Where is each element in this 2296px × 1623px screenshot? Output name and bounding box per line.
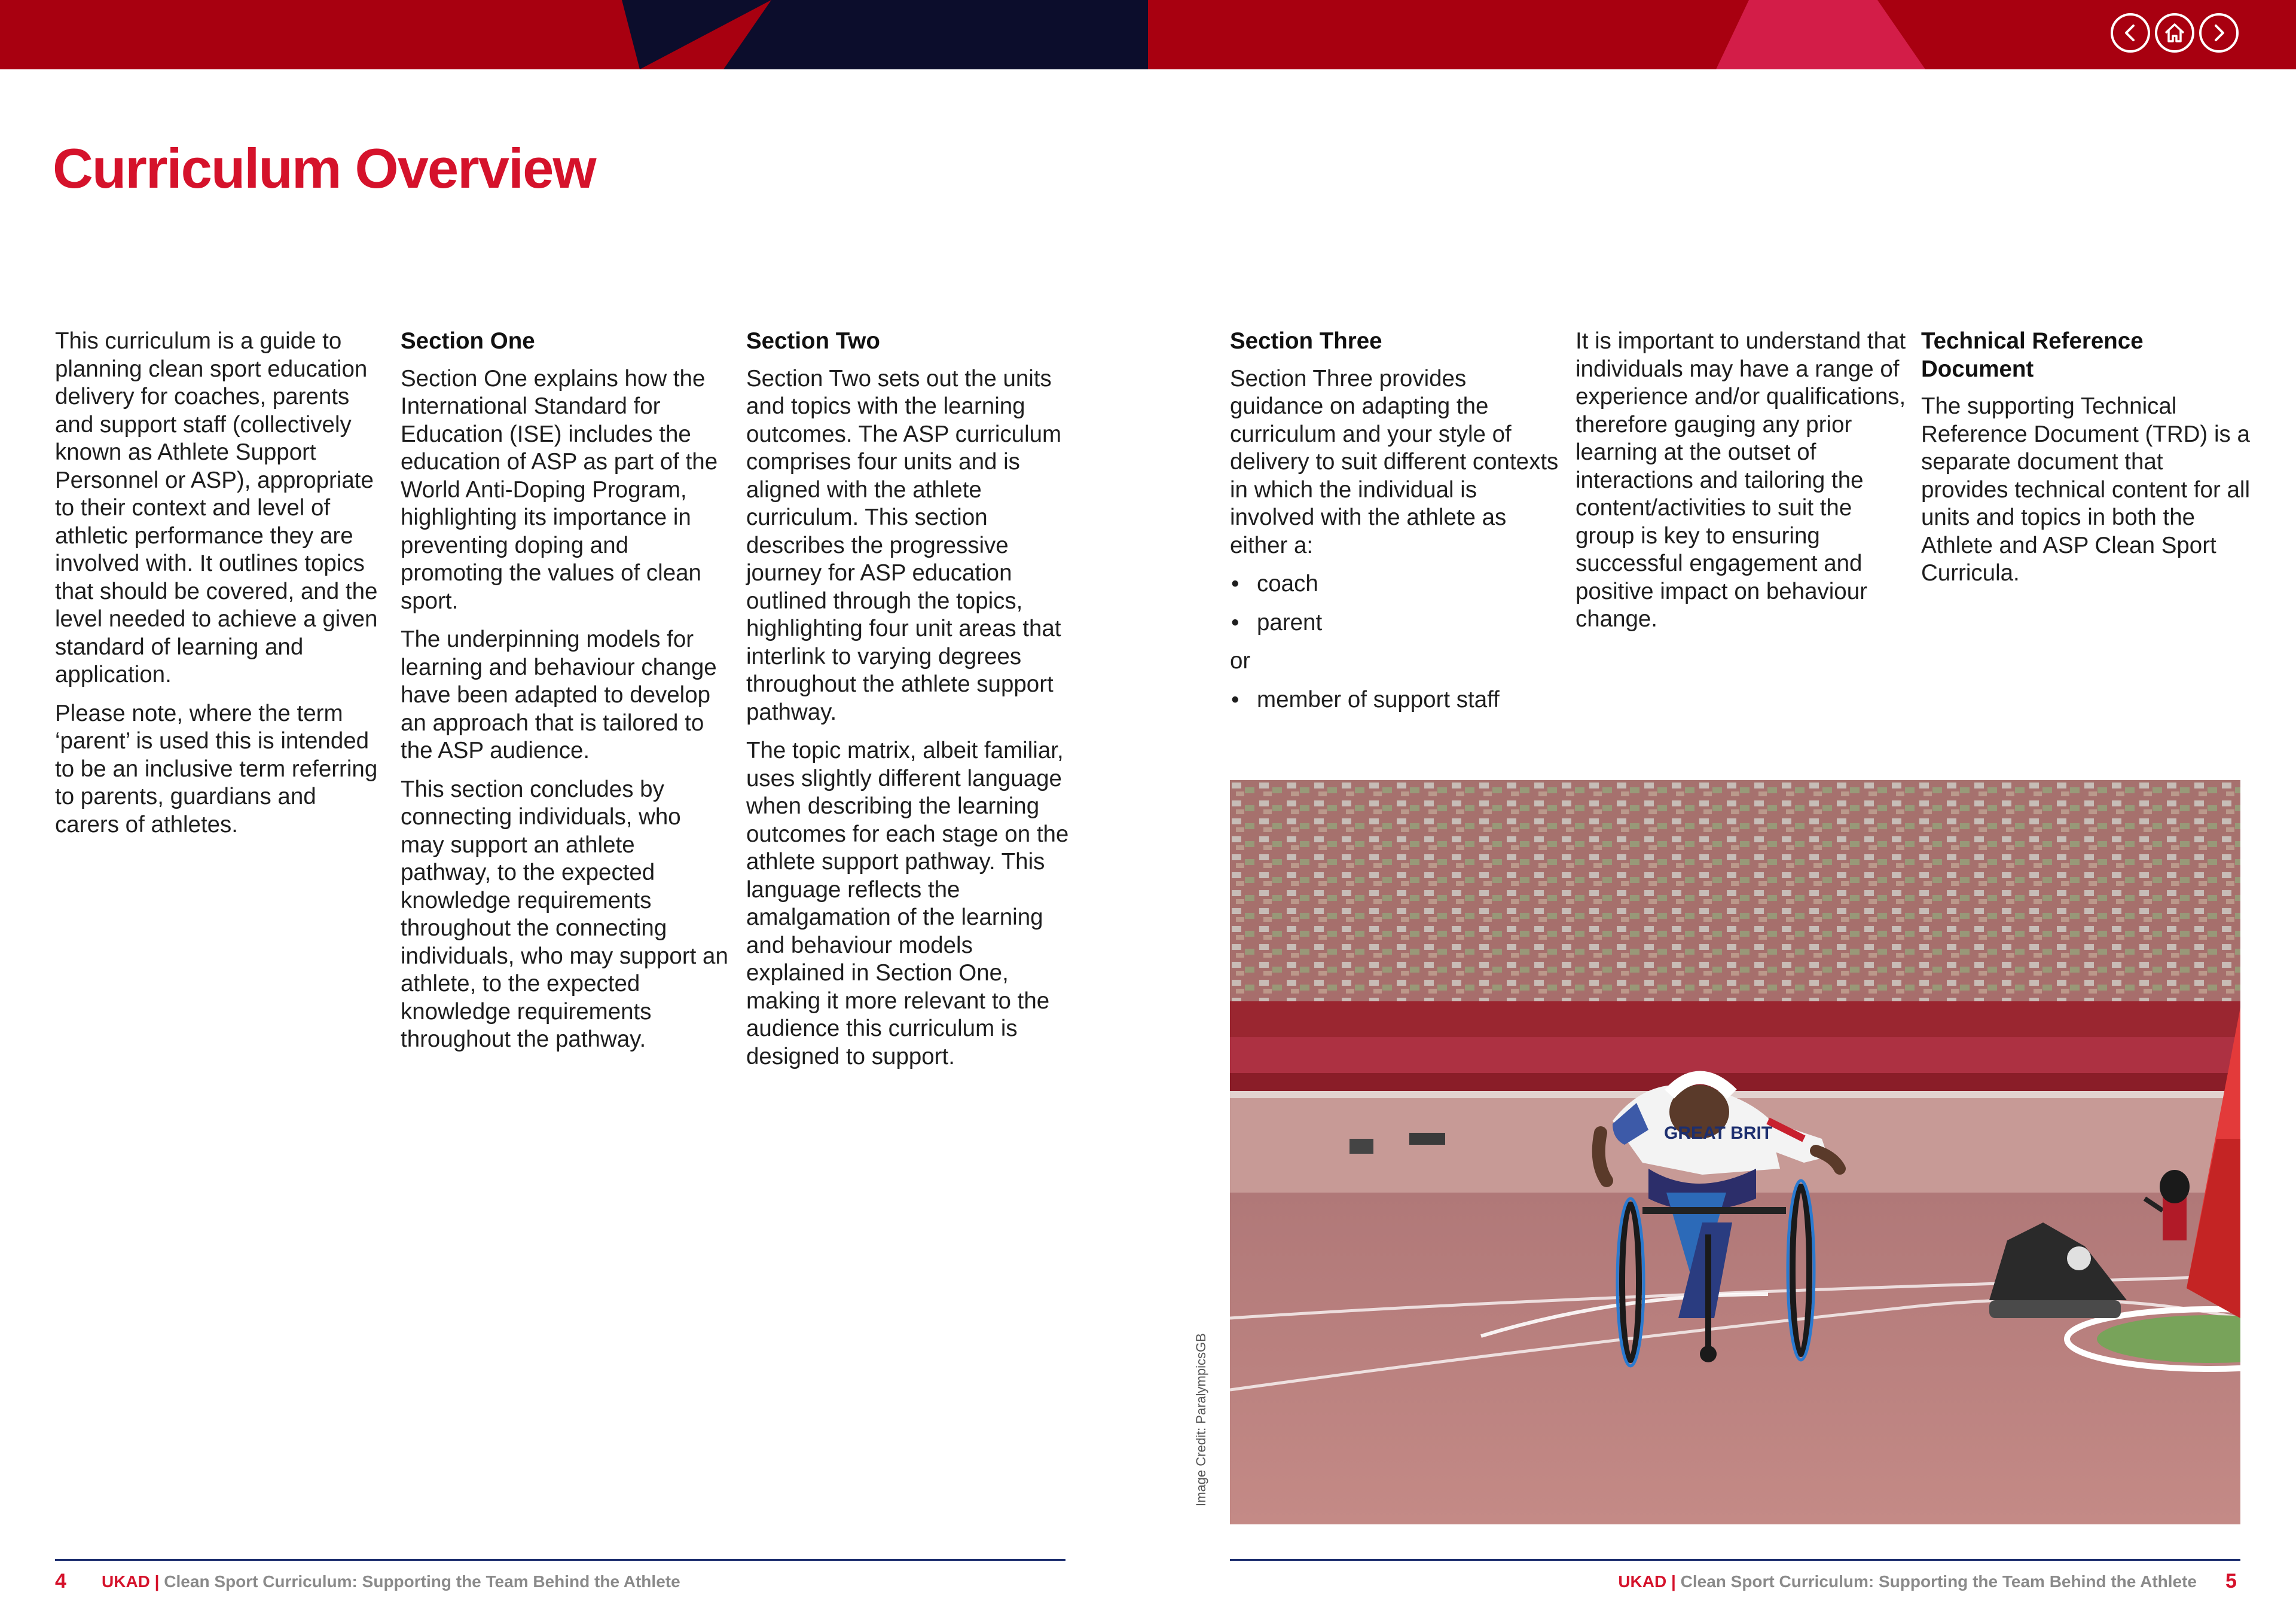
page-number-left: 4 [55, 1570, 66, 1593]
section-one-paragraph: Section One explains how the International Standard for Education (ISE) includes the education of ASP as part of the World Anti-Doping Program, highlighting its importance in preventing doping and promoting the values of clean sport. [401, 365, 718, 614]
chevron-left-icon [2120, 23, 2141, 43]
section-three-column [1230, 328, 1565, 725]
section-one-heading: Section One [401, 328, 535, 354]
nav-controls [2111, 13, 2239, 53]
home-button[interactable] [2155, 13, 2194, 53]
role-list [1230, 570, 1565, 637]
intro-paragraph: This curriculum is a guide to planning clean sport education delivery for coaches, parents and support staff (collectively known as Athlete Support Personnel or ASP), appropriate to their context and level of athletic performance they are involved with. It outlines topics that should be covered, and the level needed to achieve a given standard of learning and application. [55, 328, 378, 687]
section-two-paragraph: The topic matrix, albeit familiar, uses slightly different language when describing the learning outcomes for each stage on the athlete support pathway. This language reflects the amalgamation of the learning and behaviour models explained in Section One, making it more relevant to the audience this curriculum is designed to support. [746, 738, 1069, 1069]
chevron-right-icon [2209, 23, 2229, 43]
home-icon [2163, 22, 2186, 44]
footer-brand: UKAD [102, 1572, 150, 1591]
footer-subtitle: Clean Sport Curriculum: Supporting the Team Behind the Athlete [1680, 1572, 2197, 1591]
footer-left [102, 1572, 680, 1591]
athlete-photo [1230, 780, 2240, 1524]
understanding-paragraph: It is important to understand that individuals may have a range of experience and/or qualifications, therefore gauging any prior learning at the outset of interactions and tailoring the content/activities to suit the group is key to ensuring successful engagement and positive impact on behaviour change. [1576, 328, 1906, 632]
trd-paragraph: The supporting Technical Reference Document (TRD) is a separate document that provides technical content for all units and topics in both the Athlete and ASP Clean Sport Curricula. [1921, 393, 2250, 586]
parent-note-paragraph: Please note, where the term ‘parent’ is used this is intended to be an inclusive term referring to parents, guardians and carers of athletes. [55, 700, 378, 838]
footer-brand: UKAD [1618, 1572, 1667, 1591]
prev-page-button[interactable] [2111, 13, 2150, 53]
understanding-column [1576, 328, 1910, 644]
wheelchair-racer-image [1230, 780, 2240, 1524]
header-band [0, 0, 2296, 69]
page-number-right: 5 [2225, 1570, 2237, 1593]
footer-rule-left [55, 1559, 1065, 1561]
footer-rule-right [1230, 1559, 2240, 1561]
section-two-column [746, 328, 1074, 1081]
trd-heading: Technical Reference Document [1921, 328, 2144, 382]
page-title: Curriculum Overview [53, 137, 596, 200]
role-list [1230, 686, 1565, 714]
section-one-paragraph: This section concludes by connecting individuals, who may support an athlete pathway, to the expected knowledge requirements throughout the connecting individuals, who may support an athlete, to the expected knowledge requirements throughout the pathway. [401, 776, 728, 1052]
section-one-paragraph: The underpinning models for learning and behaviour change have been adapted to develop an approach that is tailored to the ASP audience. [401, 626, 717, 763]
list-item: • member of support staff [1230, 686, 1565, 714]
footer-right [1618, 1572, 2197, 1591]
section-one-column [401, 328, 728, 1065]
section-two-heading: Section Two [746, 328, 880, 354]
or-text: or [1230, 648, 1251, 674]
next-page-button[interactable] [2199, 13, 2239, 53]
section-three-paragraph: Section Three provides guidance on adapting the curriculum and your style of delivery to suit different contexts in which the individual is involved with the athlete as either a: [1230, 365, 1559, 558]
list-item: • parent [1230, 609, 1565, 637]
trd-column [1921, 328, 2256, 598]
footer-separator: | [154, 1572, 160, 1591]
header-graphic [0, 0, 2296, 69]
image-credit: Image Credit: ParalympicsGB [1193, 1333, 1208, 1506]
list-item: • coach [1230, 570, 1565, 598]
section-three-heading: Section Three [1230, 328, 1382, 354]
section-two-paragraph: Section Two sets out the units and topics with the learning outcomes. The ASP curriculum comprises four units and is aligned with the athlete curriculum. This section describes the progressive journey for ASP education outlined through the topics, highlighting four unit areas that interlink to varying degrees throughout the athlete support pathway. [746, 365, 1062, 725]
intro-column [55, 328, 383, 849]
jersey-text: GREAT BRIT [1664, 1123, 1773, 1143]
footer-separator: | [1671, 1572, 1676, 1591]
footer-subtitle: Clean Sport Curriculum: Supporting the Team Behind the Athlete [164, 1572, 680, 1591]
